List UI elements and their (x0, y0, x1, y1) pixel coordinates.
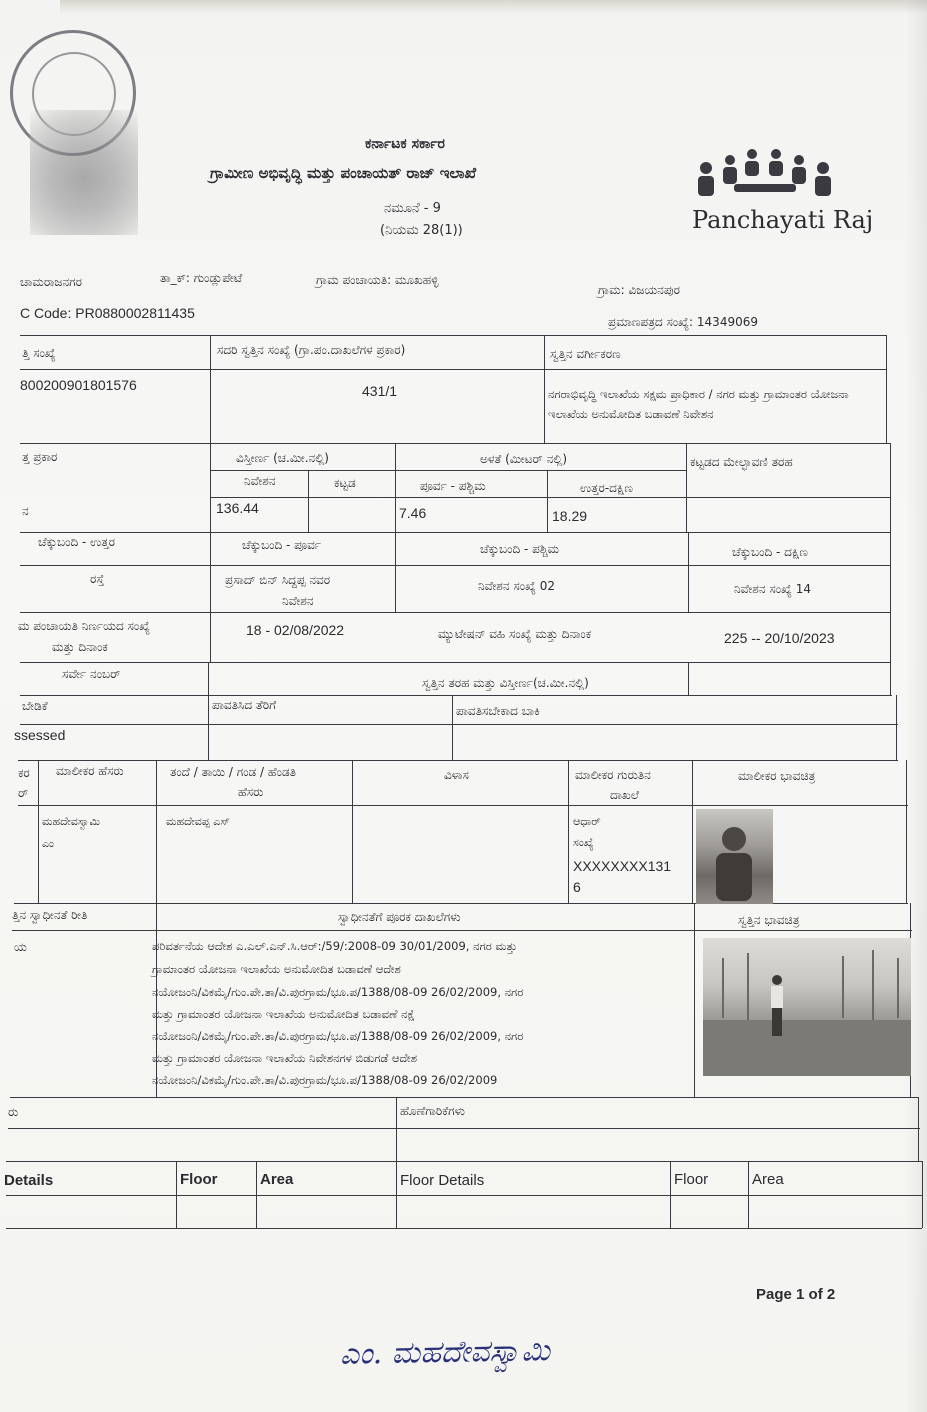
rule-line (352, 760, 353, 903)
floor-left-header: Floor (180, 1171, 218, 1188)
property-id-label: ತ್ತಿ ಸಂಖ್ಯೆ (22, 346, 56, 360)
owner-address-label: ವಿಳಾಸ (444, 768, 469, 782)
rule-line (906, 760, 907, 903)
taluk: ತಾ_ಕ್: ಗುಂಡ್ಲುಪೇಟೆ (160, 271, 243, 285)
dims-row-label: ನ (22, 504, 29, 518)
rule-line (547, 470, 548, 532)
rule-line (6, 1228, 922, 1229)
rule-line (210, 497, 890, 498)
rule-line (20, 695, 892, 696)
rule-line (694, 903, 695, 1097)
property-photo (703, 938, 911, 1076)
rule-line (18, 805, 908, 806)
mutation-label: ಮ್ಯುಟೇಷನ್ ವಹಿ ಸಂಖ್ಯೆ ಮತ್ತು ದಿನಾಂಕ (438, 627, 592, 641)
rule-line (568, 760, 569, 903)
rule-line (210, 335, 211, 662)
property-reg-label: ಸದರಿ ಸ್ವತ್ತಿನ ಸಂಖ್ಯೆ (ಗ್ರಾ.ಪಂ.ದಾಖಲೆಗಳ ಪ್ರಕಾರ) (217, 343, 406, 357)
north-south-label: ಉತ್ತರ-ದಕ್ಷಿಣ (580, 481, 633, 495)
rule-line (176, 1161, 177, 1228)
rule-line (395, 443, 396, 612)
rule-line (20, 662, 890, 663)
owner-sl-label-2: ರ್ (18, 786, 29, 800)
property-landscape-icon (703, 938, 911, 1076)
rule-line (918, 1097, 919, 1161)
owner-father-label-1: ತಂದೆ / ತಾಯಿ / ಗಂಡ / ಹೆಂಡತಿ (170, 765, 296, 779)
gram-panchayat: ಗ್ರಾಮ ಪಂಚಾಯತಿ: ಮೂಖಹಳ್ಳಿ (316, 273, 439, 287)
header-rule: (ನಿಯಮ 28(1)) (380, 223, 463, 238)
rule-line (8, 1128, 920, 1129)
site-label: ನಿವೇಶನ (244, 474, 276, 488)
property-photo-label: ಸ್ವತ್ತಿನ ಭಾವಚಿತ್ರ (738, 913, 800, 927)
rule-line (688, 532, 689, 612)
rule-line (20, 335, 886, 336)
rule-line (210, 470, 686, 471)
owner-name-label: ಮಾಲೀಕರ ಹೆಸರು (56, 764, 124, 778)
rule-line (20, 532, 890, 533)
acquisition-doc-line: ನಯೋಜಂನಿ/ವಿಕಮೈ/ಗುಂ.ಪೇ.ತಾ/ವಿ.ಪುರಗ್ರಾಮ/ಭೂ.ಪ/1388/08-09 26/02/2009, ನಗರ (152, 985, 524, 999)
village: ಗ್ರಾಮ: ವಿಜಯನಪುರ (598, 283, 680, 297)
survey-label: ಸರ್ವೇ ನಂಬರ್ (62, 667, 121, 681)
rule-line (688, 662, 689, 695)
assessed-label: ssessed (14, 727, 66, 743)
rule-line (256, 1161, 257, 1228)
acquisition-mode-label: ತ್ತಿನ ಸ್ವಾಧೀನತೆ ರೀತಿ (12, 908, 88, 922)
mutation-value: 225 -- 20/10/2023 (724, 630, 835, 646)
acquisition-doc-line: ಗ್ರಾಮಾಂತರ ಯೋಜನಾ ಇಲಾಖೆಯ ಅನುಮೋದಿತ ಬಡಾವಣೆ ಆದೇಶ (152, 962, 401, 976)
floor-right-header: Floor (674, 1171, 709, 1188)
header-govt: ಕರ್ನಾಟಕ ಸರ್ಕಾರ (365, 136, 445, 152)
liabilities-left-label: ರು (8, 1105, 19, 1119)
boundary-east-value-2: ನಿವೇಶನ (282, 594, 314, 608)
acquisition-mode-value: ಯ (14, 940, 27, 954)
aadhaar-label-2: ಸಂಖ್ಯೆ (573, 836, 594, 849)
rule-line (18, 760, 898, 761)
government-emblem (30, 110, 138, 235)
boundary-east-label: ಚೆಕ್ಕುಬಂದಿ - ಪೂರ್ವ (242, 538, 322, 552)
handwritten-signature: ಎಂ. ಮಹದೇವಸ್ವಾಮಿ (339, 1333, 551, 1372)
demand-label: ಬೇಡಿಕೆ (22, 699, 48, 713)
panchayat-code: C Code: PR0880002811435 (20, 305, 195, 321)
rule-line (890, 443, 891, 695)
acquisition-doc-line: ನಯೋಜಂನಿ/ವಿಕಮೈ/ಗುಂ.ಪೇ.ತಾ/ವಿ.ಪುರಗ್ರಾಮ/ಭೂ.ಪ/1388/08-09 26/02/2009, ನಗರ (152, 1029, 524, 1043)
boundary-south-value: ನಿವೇಶನ ಸಂಖ್ಯೆ 14 (734, 582, 812, 596)
owner-name-value-2: ಎಂ (42, 837, 54, 850)
east-west-label: ಪೂರ್ವ - ಪಶ್ಚಿಮ (420, 479, 486, 493)
rule-line (886, 335, 887, 443)
boundary-north-value: ರಸ್ತೆ (90, 572, 105, 586)
rule-line (20, 724, 898, 725)
rule-line (692, 760, 693, 903)
area-left-header: Area (260, 1171, 294, 1188)
floor-details-right-header: Floor Details (400, 1172, 485, 1189)
owner-photo (696, 809, 773, 904)
rule-line (208, 662, 209, 760)
boundary-west-label: ಚೆಕ್ಕುಬಂದಿ - ಪಶ್ಚಿಮ (480, 542, 560, 556)
rule-line (686, 443, 687, 532)
measurement-label: ಅಳತೆ (ಮೀಟರ್ ನಲ್ಲಿ) (480, 452, 568, 466)
site-area-value: 136.44 (216, 500, 259, 516)
rule-line (38, 760, 39, 903)
owner-id-label-2: ದಾಖಲೆ (610, 788, 639, 802)
person-silhouette-icon (696, 809, 773, 904)
boundary-north-label: ಚೆಕ್ಕುಬಂದಿ - ಉತ್ತರ (38, 535, 116, 549)
page-top-shadow (60, 0, 927, 14)
paid-tax-label: ಪಾವತಿಸಿದ ತೆರಿಗೆ (212, 698, 277, 712)
rule-line (10, 1097, 918, 1098)
acquisition-doc-line: ಮತ್ತು ಗ್ರಾಮಾಂತರ ಯೋಜನಾ ಇಲಾಖೆಯ ನಿವೇಶನಗಳ ಬಿಡುಗಡೆ ಆದೇಶ (152, 1051, 418, 1065)
decision-label-2: ಮತ್ತು ದಿನಾಂಕ (52, 640, 108, 654)
area-label: ವಿಸ್ತೀರ್ಣ (ಚ.ಮೀ.ನಲ್ಲಿ) (236, 451, 329, 465)
acquisition-doc-line: ಮತ್ತು ಗ್ರಾಮಾಂತರ ಯೋಜನಾ ಇಲಾಖೆಯ ಅನುಮೋದಿತ ಬಡಾವಣೆ ನಕ್ಷೆ (152, 1007, 415, 1021)
rule-line (20, 565, 890, 566)
rule-line (20, 612, 890, 613)
building-label: ಕಟ್ಟಡ (334, 476, 356, 490)
rule-line (922, 1161, 923, 1228)
district: ಚಾಮರಾಜನಗರ (20, 275, 83, 289)
panchayati-raj-logo-icon (688, 144, 843, 204)
aadhaar-number: XXXXXXXX131 (573, 858, 672, 874)
rule-line (14, 903, 908, 904)
owner-name-value-1: ಮಹದೇವಸ್ವಾಮಿ (42, 815, 101, 828)
east-west-value: 7.46 (399, 505, 427, 521)
rule-line (156, 760, 157, 1097)
rule-line (396, 1097, 397, 1228)
rule-line (670, 1161, 671, 1228)
rule-line (6, 1161, 922, 1162)
rule-line (896, 695, 897, 760)
logo-text: Panchayati Raj (692, 206, 874, 234)
area-right-header: Area (752, 1171, 784, 1188)
acquisition-docs-label: ಸ್ವಾಧೀನತೆಗೆ ಪೂರಕ ದಾಖಲೆಗಳು (338, 910, 461, 924)
aadhaar-label-1: ಆಧಾರ್ (573, 815, 601, 828)
north-south-value: 18.29 (552, 508, 588, 524)
acquisition-doc-line: ನಯೋಜಂನಿ/ವಿಕಮೈ/ಗುಂ.ಪೇ.ತಾ/ವಿ.ಪುರಗ್ರಾಮ/ಭೂ.ಪ/1388/08-09 26/02/2009 (152, 1073, 498, 1087)
decision-label-1: ಮ ಪಂಚಾಯತಿ ನಿರ್ಣಯದ ಸಂಖ್ಯೆ (18, 619, 151, 633)
floor-details-left-header: Details (4, 1172, 54, 1189)
property-reg-value: 431/1 (362, 383, 398, 399)
owner-father-label-2: ಹೆಸರು (238, 785, 264, 799)
header-form: ನಮೂನೆ - 9 (384, 201, 441, 216)
boundary-west-value: ನಿವೇಶನ ಸಂಖ್ಯೆ 02 (478, 579, 556, 593)
owner-id-label-1: ಮಾಲೀಕರ ಗುರುತಿನ (575, 768, 651, 782)
header-department: ಗ್ರಾಮೀಣ ಅಭಿವೃದ್ಧಿ ಮತ್ತು ಪಂಚಾಯತ್ ರಾಜ್ ಇಲಾಖೆ (210, 164, 477, 182)
liabilities-label: ಹೊಣೆಗಾರಿಕೆಗಳು (400, 1104, 465, 1118)
rule-line (452, 695, 453, 760)
aadhaar-number-tail: 6 (573, 879, 581, 895)
rule-line (544, 335, 545, 443)
property-id-value: 800200901801576 (20, 377, 137, 393)
due-balance-label: ಪಾವತಿಸಬೇಕಾದ ಬಾಕಿ (456, 704, 540, 718)
owner-father-value: ಮಹದೇವಪ್ಪ ಎಸ್ (166, 815, 230, 828)
owner-photo-label: ಮಾಲೀಕರ ಭಾವಚಿತ್ರ (738, 769, 816, 783)
page-edge-shadow (905, 0, 927, 1412)
rule-line (308, 470, 309, 532)
owner-sl-label-1: ಕರ (18, 766, 30, 780)
acquisition-doc-line: ಪರಿವರ್ತನೆಯ ಆದೇಶ ಎ.ಎಲ್.ಎನ್.ಸಿ.ಆರ್:/59/:2008-09 30/01/2009, ನಗರ ಮತ್ತು (152, 939, 518, 953)
rule-line (12, 930, 912, 931)
property-class-label: ಸ್ವತ್ತಿನ ವರ್ಗೀಕರಣ (550, 347, 621, 361)
rule-line (20, 369, 886, 370)
nature-area-label: ಸ್ವತ್ತಿನ ತರಹ ಮತ್ತು ವಿಸ್ತೀರ್ಣ(ಚ.ಮೀ.ನಲ್ಲಿ) (422, 676, 589, 690)
rule-line (6, 1195, 922, 1196)
boundary-south-label: ಚೆಕ್ಕುಬಂದಿ - ದಕ್ಷಿಣ (732, 545, 808, 559)
page-number: Page 1 of 2 (756, 1286, 836, 1303)
certificate-number: ಪ್ರಮಾಣಪತ್ರದ ಸಂಖ್ಯೆ: 14349069 (608, 315, 758, 329)
property-class-value: ನಗರಾಭಿವೃದ್ಧಿ ಇಲಾಖೆಯ ಸಕ್ಷಮ ಪ್ರಾಧಿಕಾರ / ನಗರ ಮತ್ತು ಗ್ರಾಮಾಂತರ ಯೋಜನಾ ಇಲಾಖೆಯ ಅನುಮೋದಿತ ಬಡಾವಣೆ ನಿವೇಶನ (548, 387, 849, 421)
rule-line (20, 443, 890, 444)
rule-line (748, 1161, 749, 1228)
decision-value: 18 - 02/08/2022 (246, 622, 345, 638)
property-type-label: ತ್ತ ಪ್ರಕಾರ (22, 450, 58, 464)
roof-type-label: ಕಟ್ಟಡದ ಮೇಲ್ಛಾವಣಿ ತರಹ (690, 455, 793, 469)
boundary-east-value-1: ಪ್ರಸಾದ್ ಬಿನ್ ಸಿದ್ದಪ್ಪ ನವರ (225, 573, 331, 587)
